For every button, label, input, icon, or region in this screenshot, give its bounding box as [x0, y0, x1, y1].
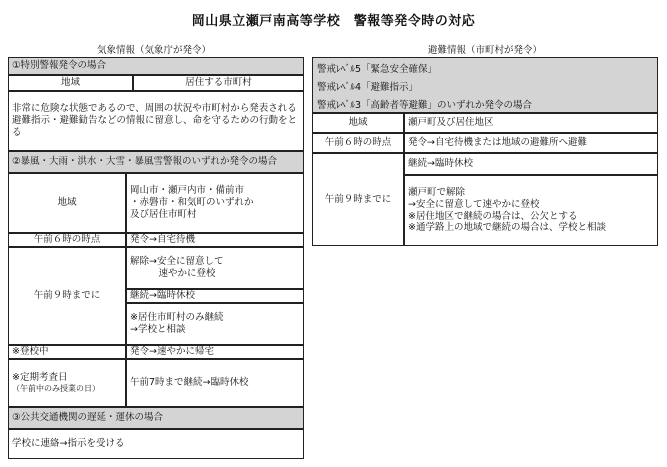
left-caption: 気象情報（気象庁が発令） [96, 45, 211, 56]
right-caption: 避難情報（市町村が発令） [427, 45, 542, 56]
level-3: 警戒ﾚﾍﾞﾙ3「高齢者等避難」のいずれか発令の場合 [317, 100, 533, 111]
level-5: 警戒ﾚﾍﾞﾙ5「緊急安全確保」 [317, 64, 438, 75]
page-title: 岡山県立瀬戸南高等学校 警報等発令時の対応 [191, 14, 476, 29]
s1-heading: ①特別警報発令の場合 [8, 57, 304, 75]
r-area-value: 瀬戸町及び居住地区 [404, 113, 658, 133]
r-area-label: 地域 [312, 113, 404, 133]
s2-row4-value: 午前7時まで継続→臨時休校 [126, 359, 304, 407]
r-row1-value: 発令→自宅待機または地域の避難所へ避難 [404, 133, 658, 153]
s2-row1-label: 午前６時の時点 [8, 233, 126, 247]
levels-heading [312, 57, 658, 113]
s2-row2-a: 解除→安全に留意して 速やかに登校 [126, 247, 304, 289]
s2-row2-label: 午前９時までに [8, 247, 126, 345]
s1-area-label: 地域 [8, 75, 133, 91]
s2-row2-c: ※居住市町村のみ継続 →学校と相談 [126, 303, 304, 345]
s2-row4-label: ※定期考査日 [12, 372, 68, 384]
s1-city-label: 居住する市町村 [133, 75, 304, 91]
s2-area-label: 地域 [8, 173, 126, 233]
s2-heading: ②暴風・大雨・洪水・大雪・暴風雪警報のいずれか発令の場合 [8, 151, 304, 173]
s2-row1-value: 発令→自宅待機 [126, 233, 304, 247]
level-4: 警戒ﾚﾍﾞﾙ4「避難指示」 [317, 82, 419, 93]
s2-row4-sub: （午前中のみ授業の日） [12, 383, 100, 393]
s3-body: 学校に連絡→指示を受ける [8, 429, 304, 459]
s2-row2-b: 継続→臨時休校 [126, 289, 304, 303]
r-row2-label: 午前９時までに [312, 153, 404, 246]
s2-area-value: 岡山市・瀬戸内市・備前市 ・赤磐市・和気町のいずれか 及び居住市町村 [126, 173, 304, 233]
r-row2-a: 継続→臨時休校 [404, 153, 658, 175]
s3-heading: ③公共交通機関の遅延・運休の場合 [8, 407, 304, 429]
r-row2-b: 瀬戸町で解除 →安全に留意して速やかに登校 ※居住地区で継続の場合は、公欠とする ※通学路上の地域で継続の場合は、学校と相談 [404, 175, 658, 246]
s2-row3-label: ※登校中 [8, 345, 126, 359]
r-row1-label: 午前６時の時点 [312, 133, 404, 153]
s2-row3-value: 発令→速やかに帰宅 [126, 345, 304, 359]
s1-body: 非常に危険な状態であるので、周囲の状況や市町村から発表される避難指示・避難勧告などの情報に留意し、命を守るための行動をとる [8, 91, 304, 151]
s2-row4-label-cell [8, 359, 126, 407]
